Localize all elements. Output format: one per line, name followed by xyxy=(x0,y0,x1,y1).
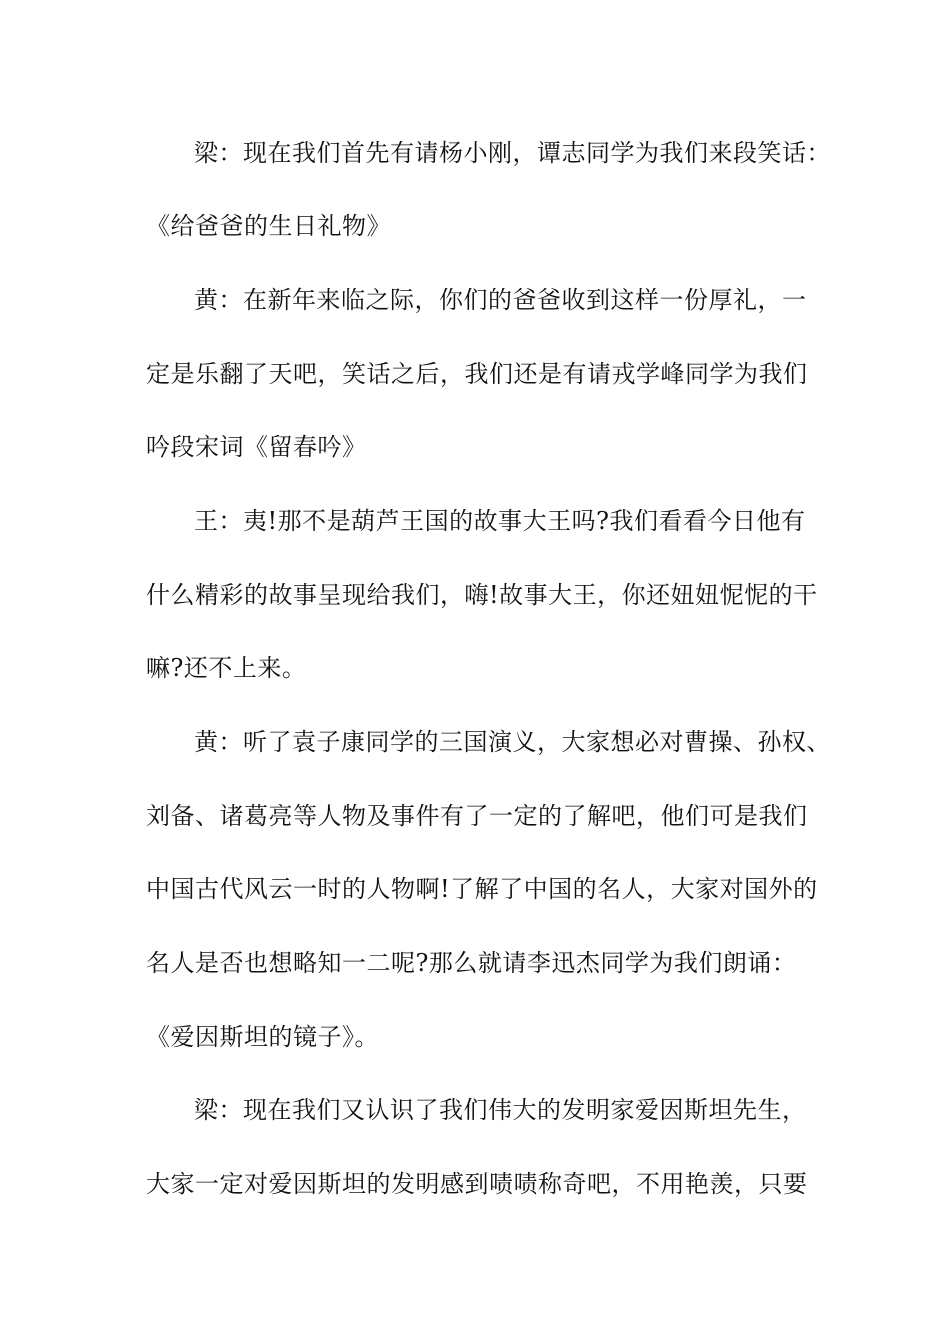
paragraph-line: 中国古代风云一时的人物啊!了解了中国的名人，大家对国外的 xyxy=(146,875,818,903)
paragraph-line: 梁：现在我们又认识了我们伟大的发明家爱因斯坦先生， xyxy=(194,1096,807,1124)
paragraph-line: 名人是否也想略知一二呢?那么就请李迅杰同学为我们朗诵： xyxy=(146,949,797,977)
paragraph-line: 大家一定对爱因斯坦的发明感到啧啧称奇吧，不用艳羡，只要 xyxy=(146,1170,808,1198)
paragraph-line: 定是乐翻了天吧，笑话之后，我们还是有请戎学峰同学为我们 xyxy=(146,360,808,388)
paragraph-line: 刘备、诸葛亮等人物及事件有了一定的了解吧，他们可是我们 xyxy=(146,802,808,830)
paragraph-line: 《给爸爸的生日礼物》 xyxy=(146,212,391,240)
paragraph-line: 什么精彩的故事呈现给我们，嗨!故事大王，你还妞妞怩怩的干 xyxy=(146,581,818,609)
paragraph-line: 吟段宋词《留春吟》 xyxy=(146,433,367,461)
paragraph-line: 梁：现在我们首先有请杨小刚，谭志同学为我们来段笑话： xyxy=(194,139,831,167)
paragraph-line: 嘛?还不上来。 xyxy=(146,654,307,682)
paragraph-line: 《爱因斯坦的镜子》。 xyxy=(146,1023,379,1051)
paragraph-line: 黄：在新年来临之际，你们的爸爸收到这样一份厚礼，一 xyxy=(194,286,807,314)
paragraph-line: 王：夷!那不是葫芦王国的故事大王吗?我们看看今日他有 xyxy=(194,507,806,535)
paragraph-line: 黄：听了袁子康同学的三国演义，大家想必对曹操、孙权、 xyxy=(194,728,831,756)
